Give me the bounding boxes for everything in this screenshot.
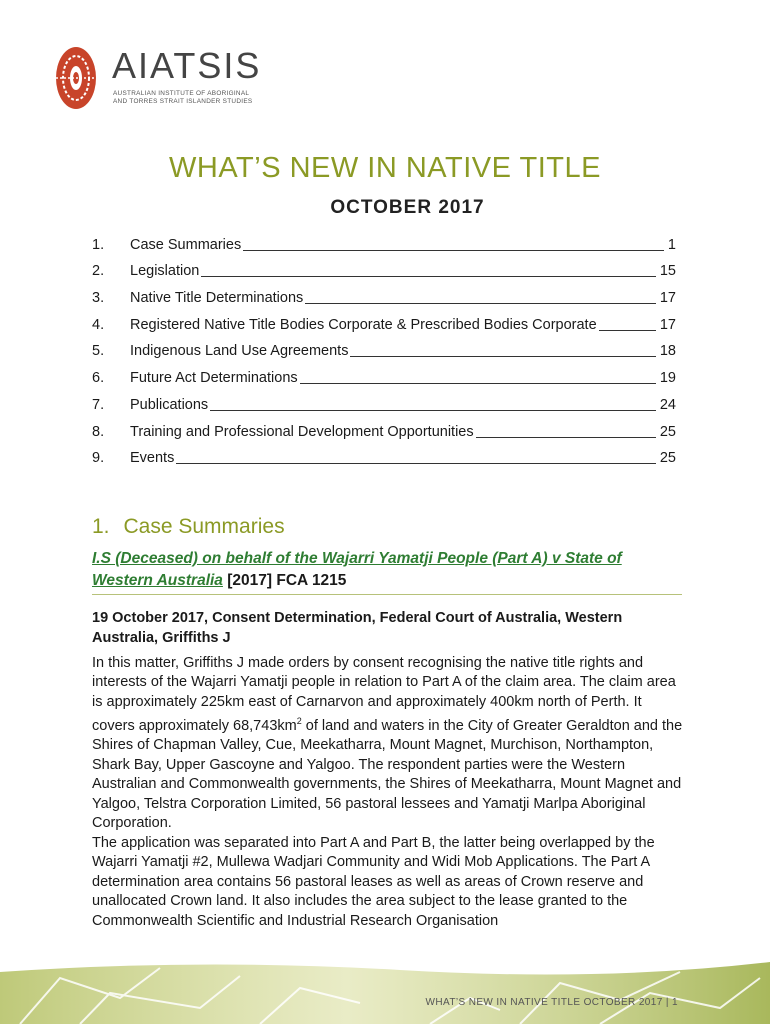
toc-page: 18 xyxy=(659,343,676,360)
toc-number: 7. xyxy=(92,396,105,413)
toc-page: 25 xyxy=(659,423,676,440)
case-citation: [2017] FCA 1215 xyxy=(222,572,347,589)
toc-page: 24 xyxy=(659,396,676,413)
toc-leader xyxy=(210,409,656,411)
paragraph-text: In this matter, Griffiths J made orders by consent recognising the native title rights and interests of the Wajarri Yamatji people in relation to Part A of the claim area. The claim area is approximately 225km east of Carnarvon and approximately 400km north of Perth. It covers approximately 68,743km xyxy=(92,655,676,735)
page-title: WHAT’S NEW IN NATIVE TITLE xyxy=(169,152,601,184)
toc-label: Events xyxy=(130,450,175,467)
divider xyxy=(92,594,682,595)
toc-entry[interactable] xyxy=(92,415,676,442)
toc-entry[interactable] xyxy=(92,308,676,335)
toc-page: 15 xyxy=(659,263,676,280)
toc-label: Indigenous Land Use Agreements xyxy=(130,343,349,360)
toc-label: Legislation xyxy=(130,263,200,280)
toc-entry[interactable] xyxy=(92,335,676,362)
toc-leader xyxy=(176,462,656,464)
toc-leader xyxy=(305,302,656,304)
page-subtitle: OCTOBER 2017 xyxy=(330,197,485,218)
toc-leader xyxy=(243,249,664,251)
aiatsis-logo xyxy=(52,44,262,114)
toc-page: 17 xyxy=(659,316,676,333)
logo-subtitle xyxy=(113,90,252,106)
toc-entry[interactable] xyxy=(92,442,676,469)
section-title: Case Summaries xyxy=(123,515,285,538)
toc-entry[interactable] xyxy=(92,228,676,255)
case-paragraph xyxy=(92,654,684,833)
case-link[interactable]: I.S (Deceased) on behalf of the Wajarri Yamatji People (Part A) v State of Western Australia xyxy=(92,550,622,589)
case-paragraph: The application was separated into Part A and Part B, the latter being overlapped by the Wajarri Yamatji #2, Mullewa Wadjari Community and Widi Mob Applications. The Part A determination area contains 56 pastoral leases as well as areas of Crown reserve and unallocated Crown land. It also includes the area subject to the lease granted to the Commonwealth Scientific and Industrial Research Organisation xyxy=(92,835,655,929)
section-heading xyxy=(92,515,285,539)
toc-number: 2. xyxy=(92,263,105,280)
toc-page: 1 xyxy=(667,236,676,253)
toc-page: 17 xyxy=(659,290,676,307)
logo-subtitle-line: AUSTRALIAN INSTITUTE OF ABORIGINAL xyxy=(113,90,250,97)
footer-decoration xyxy=(0,958,770,1024)
logo-name: AIATSIS xyxy=(112,45,262,86)
toc-number: 5. xyxy=(92,343,105,360)
toc-number: 4. xyxy=(92,316,105,333)
case-title xyxy=(92,548,682,592)
toc-entry[interactable] xyxy=(92,255,676,282)
toc-leader xyxy=(476,436,656,438)
toc-leader xyxy=(599,329,656,331)
aiatsis-emblem-icon xyxy=(52,44,100,112)
table-of-contents xyxy=(92,228,676,468)
toc-entry[interactable] xyxy=(92,361,676,388)
toc-leader xyxy=(201,275,656,277)
logo-subtitle-line: AND TORRES STRAIT ISLANDER STUDIES xyxy=(113,98,253,105)
toc-page: 25 xyxy=(659,450,676,467)
toc-page: 19 xyxy=(659,370,676,387)
toc-label: Future Act Determinations xyxy=(130,370,298,387)
toc-number: 1. xyxy=(92,236,105,253)
paragraph-text: of land and waters in the City of Greater Geraldton and the Shires of Chapman Valley, Cue, Meekatharra, Mount Magnet, Murchison, Northampton, Shark Bay, Upper Gascoyne and Yalgoo. The respondent parties were the Western Australian and Commonwealth governments, the Shires of Meekatharra, Mount Magnet and Yalgoo, Telstra Corporation Limited, 56 pastoral lessees and Yamatji Marlpa Aboriginal Corporation. xyxy=(92,718,683,832)
toc-label: Native Title Determinations xyxy=(130,290,304,307)
toc-label: Case Summaries xyxy=(130,236,242,253)
toc-number: 6. xyxy=(92,370,105,387)
page-footer: WHAT’S NEW IN NATIVE TITLE OCTOBER 2017 | 1 xyxy=(425,997,678,1008)
toc-number: 9. xyxy=(92,450,105,467)
toc-entry[interactable] xyxy=(92,281,676,308)
case-meta: 19 October 2017, Consent Determination, Federal Court of Australia, Western Australia, Griffiths J xyxy=(92,610,623,646)
toc-number: 3. xyxy=(92,290,105,307)
toc-label: Publications xyxy=(130,396,209,413)
superscript: 2 xyxy=(296,716,302,727)
toc-entry[interactable] xyxy=(92,388,676,415)
toc-label: Training and Professional Development Opportunities xyxy=(130,423,474,440)
toc-label: Registered Native Title Bodies Corporate & Prescribed Bodies Corporate xyxy=(130,316,597,333)
toc-leader xyxy=(350,355,655,357)
toc-number: 8. xyxy=(92,423,105,440)
toc-leader xyxy=(300,382,656,384)
section-number: 1. xyxy=(92,515,110,538)
